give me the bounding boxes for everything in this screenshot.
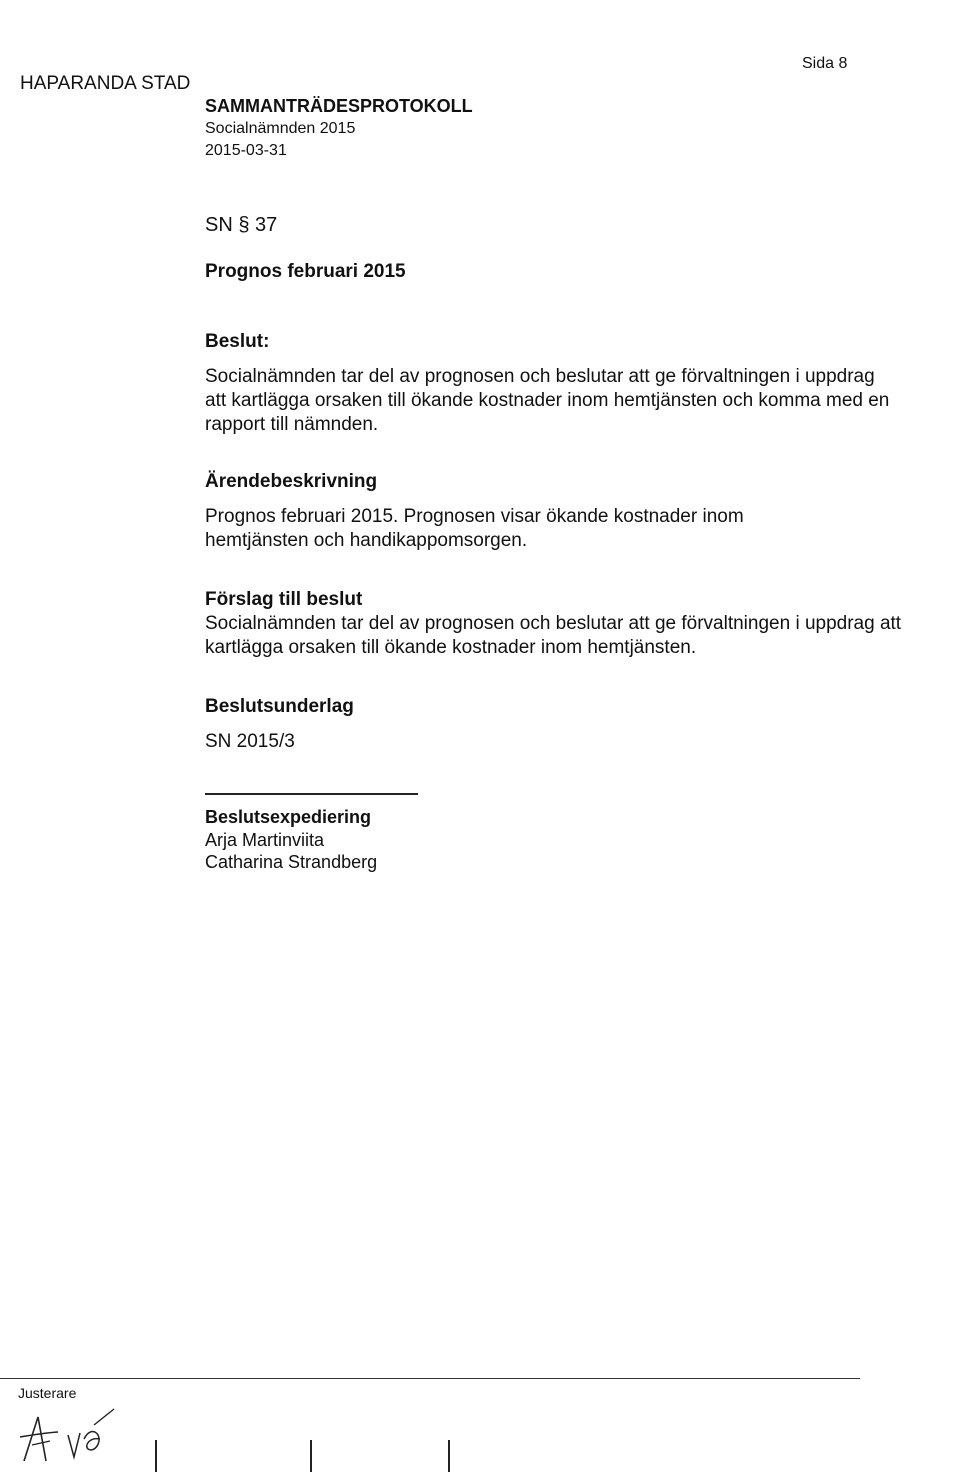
forslag-heading: Förslag till beslut: [205, 589, 363, 610]
paragraph-number: SN § 37: [205, 214, 278, 236]
header-organization: HAPARANDA STAD: [20, 73, 191, 94]
arendebeskrivning-heading: Ärendebeskrivning: [205, 471, 378, 492]
justerare-label: Justerare: [18, 1385, 77, 1401]
committee-name: Socialnämnden 2015: [205, 120, 356, 137]
arendebeskrivning-text: Prognos februari 2015. Prognosen visar ökande kostnader inom hemtjänsten och handikappomsorgen.: [205, 506, 744, 551]
recipient-2: Catharina Strandberg: [205, 852, 378, 872]
document-type: SAMMANTRÄDESPROTOKOLL: [205, 96, 473, 116]
beslutsunderlag-item: SN 2015/3: [205, 731, 295, 752]
meeting-date: 2015-03-31: [205, 142, 287, 159]
signature-box-divider-1: [155, 1440, 157, 1472]
section-title: Prognos februari 2015: [205, 261, 406, 282]
beslutsunderlag-heading: Beslutsunderlag: [205, 696, 354, 717]
beslut-text: Socialnämnden tar del av prognosen och beslutar att ge förvaltningen i uppdrag att kartlägga orsaken till ökande kostnader inom hemtjänsten och komma med en rapport till nämnden.: [205, 366, 890, 435]
recipient-1: Arja Martinviita: [205, 830, 325, 850]
beslutsexpediering-heading: Beslutsexpediering: [205, 807, 372, 827]
signature-box-divider-2: [310, 1440, 312, 1472]
signature-box-divider-3: [448, 1440, 450, 1472]
separator-rule: [205, 793, 418, 795]
page-number: Sida 8: [802, 55, 848, 72]
justerare-initials-signature: [10, 1395, 130, 1470]
footer-rule: [0, 1378, 860, 1379]
beslut-heading: Beslut:: [205, 331, 270, 352]
forslag-text: Socialnämnden tar del av prognosen och beslutar att ge förvaltningen i uppdrag att kartlägga orsaken till ökande kostnader inom hemtjänsten.: [205, 613, 902, 658]
